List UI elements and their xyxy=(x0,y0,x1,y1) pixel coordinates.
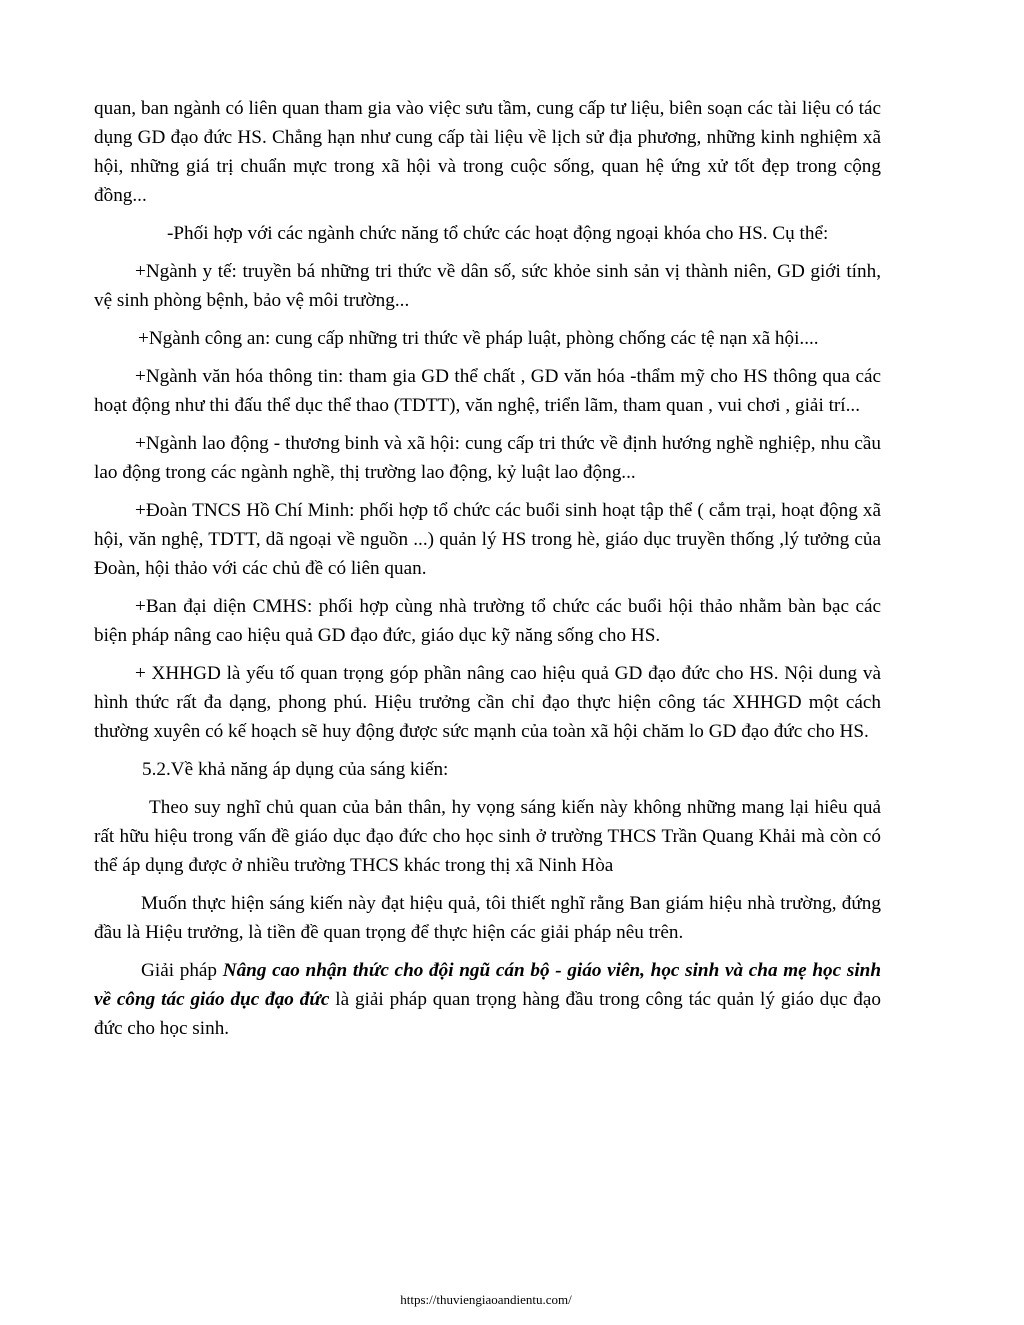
paragraph-police-sector: +Ngành công an: cung cấp những tri thức về pháp luật, phòng chống các tệ nạn xã hội.... xyxy=(138,328,819,349)
paragraph-leadership: Muốn thực hiện sáng kiến này đạt hiệu quả, tôi thiết nghĩ rằng Ban giám hiệu nhà trường, đứng đầu là Hiệu trưởng, là tiền đề quan trọng để thực hiện các giải pháp nêu trên. xyxy=(94,893,881,943)
paragraph-socialization: + XHHGD là yếu tố quan trọng góp phần nâng cao hiệu quả GD đạo đức cho HS. Nội dung và hình thức rất đa dạng, phong phú. Hiệu trưởng cần chỉ đạo thực hiện công tác XHHGD một cách thường xuyên có kế hoạch sẽ huy động được sức mạnh của toàn xã hội chăm lo GD đạo đức cho HS. xyxy=(94,663,881,742)
footer-url: https://thuviengiaoandientu.com/ xyxy=(400,1292,572,1307)
key-solution-lead: Giải pháp xyxy=(141,960,223,981)
paragraph-culture-sector: +Ngành văn hóa thông tin: tham gia GD thể chất , GD văn hóa -thẩm mỹ cho HS thông qua các hoạt động như thi đấu thể dục thể thao (TDTT), văn nghệ, triển lãm, tham quan , vui chơi , giải trí... xyxy=(94,366,881,416)
paragraph-stakeholders-materials: quan, ban ngành có liên quan tham gia vào việc sưu tầm, cung cấp tư liệu, biên soạn các tài liệu có tác dụng GD đạo đức HS. Chẳng hạn như cung cấp tài liệu về lịch sử địa phương, những kinh nghiệm xã hội, những giá trị chuẩn mực trong xã hội và trong cuộc sống, quan hệ ứng xử tốt đẹp trong cộng đồng... xyxy=(94,98,881,206)
key-solution-emphasis: Nâng cao nhận thức cho đội ngũ cán bộ - giáo viên, học sinh và cha mẹ học sinh về công tác giáo dục đạo đức xyxy=(94,960,881,1010)
paragraph-applicability: Theo suy nghĩ chủ quan của bản thân, hy vọng sáng kiến này không những mang lại hiêu quả rất hữu hiệu trong vấn đề giáo dục đạo đức cho học sinh ở trường THCS Trần Quang Khải mà còn có thể áp dụng được ở nhiều trường THCS khác trong thị xã Ninh Hòa xyxy=(94,797,881,876)
paragraph-key-solution xyxy=(94,956,881,1043)
key-solution-tail: là giải pháp quan trọng hàng đầu trong công tác quản lý giáo dục đạo đức cho học sinh. xyxy=(94,989,882,1039)
document-body xyxy=(94,94,881,1052)
paragraph-labour-sector: +Ngành lao động - thương binh và xã hội: cung cấp tri thức về định hướng nghề nghiệp, nhu cầu lao động trong các ngành nghề, thị trường lao động, kỷ luật lao động... xyxy=(94,433,881,483)
paragraph-health-sector: +Ngành y tế: truyền bá những tri thức về dân số, sức khỏe sinh sản vị thành niên, GD giới tính, vệ sinh phòng bệnh, bảo vệ môi trường... xyxy=(94,261,881,311)
paragraph-coordination-intro: -Phối hợp với các ngành chức năng tổ chức các hoạt động ngoại khóa cho HS. Cụ thể: xyxy=(167,223,829,244)
paragraph-parents-board: +Ban đại diện CMHS: phối hợp cùng nhà trường tổ chức các buổi hội thảo nhằm bàn bạc các biện pháp nâng cao hiệu quả GD đạo đức, giáo dục kỹ năng sống cho HS. xyxy=(94,596,881,646)
paragraph-youth-union: +Đoàn TNCS Hồ Chí Minh: phối hợp tổ chức các buổi sinh hoạt tập thể ( cắm trại, hoạt động xã hội, văn nghệ, TDTT, dã ngoại về nguồn ...) quản lý HS trong hè, giáo dục truyền thống ,lý tưởng của Đoàn, hội thảo với các chủ đề có liên quan. xyxy=(94,500,881,579)
section-heading-applicability: 5.2.Về khả năng áp dụng của sáng kiến: xyxy=(142,759,449,780)
page-footer xyxy=(0,1292,1024,1308)
